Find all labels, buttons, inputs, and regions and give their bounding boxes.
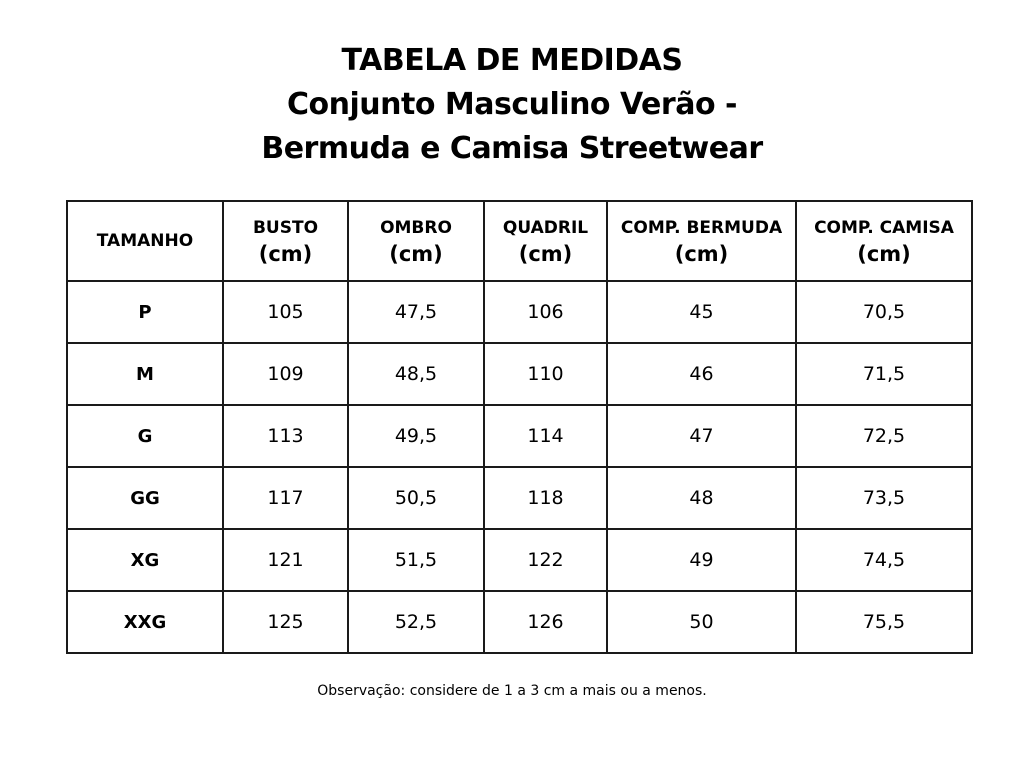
header-label: COMP. BERMUDA: [620, 218, 783, 238]
comp-camisa-cell: 75,5: [796, 591, 972, 653]
busto-cell: 109: [223, 343, 348, 405]
busto-cell: 113: [223, 405, 348, 467]
size-cell: M: [67, 343, 223, 405]
header-unit: (cm): [518, 242, 573, 266]
comp-bermuda-cell: 45: [607, 281, 796, 343]
ombro-cell: 50,5: [348, 467, 484, 529]
ombro-cell: 51,5: [348, 529, 484, 591]
comp-bermuda-cell: 48: [607, 467, 796, 529]
header-tamanho: [67, 201, 223, 281]
busto-cell: 117: [223, 467, 348, 529]
header-unit: (cm): [258, 242, 313, 266]
header-comp-bermuda: [607, 201, 796, 281]
comp-bermuda-cell: 46: [607, 343, 796, 405]
quadril-cell: 110: [484, 343, 607, 405]
header-label: COMP. CAMISA: [814, 218, 954, 238]
ombro-cell: 48,5: [348, 343, 484, 405]
size-cell: XG: [67, 529, 223, 591]
size-chart-table: [66, 200, 973, 654]
header-quadril: [484, 201, 607, 281]
header-label: QUADRIL: [502, 218, 589, 238]
header-ombro: [348, 201, 484, 281]
table-row: [67, 529, 972, 591]
ombro-cell: 47,5: [348, 281, 484, 343]
table-row: [67, 405, 972, 467]
table-row: [67, 467, 972, 529]
comp-camisa-cell: 71,5: [796, 343, 972, 405]
header-label: TAMANHO: [96, 231, 194, 251]
header-label: OMBRO: [380, 218, 452, 238]
comp-camisa-cell: 70,5: [796, 281, 972, 343]
size-cell: P: [67, 281, 223, 343]
quadril-cell: 106: [484, 281, 607, 343]
header-unit: (cm): [674, 242, 729, 266]
quadril-cell: 114: [484, 405, 607, 467]
size-cell: GG: [67, 467, 223, 529]
table-header-row: [67, 201, 972, 281]
quadril-cell: 122: [484, 529, 607, 591]
comp-camisa-cell: 74,5: [796, 529, 972, 591]
header-unit: (cm): [857, 242, 911, 266]
product-title-line-1: Conjunto Masculino Verão -: [287, 87, 737, 122]
busto-cell: 121: [223, 529, 348, 591]
table-row: [67, 591, 972, 653]
table-row: [67, 343, 972, 405]
busto-cell: 105: [223, 281, 348, 343]
header-label: BUSTO: [252, 218, 319, 238]
ombro-cell: 49,5: [348, 405, 484, 467]
comp-bermuda-cell: 50: [607, 591, 796, 653]
quadril-cell: 118: [484, 467, 607, 529]
header-comp-camisa: [796, 201, 972, 281]
header-busto: [223, 201, 348, 281]
page-title: TABELA DE MEDIDAS: [341, 43, 683, 78]
ombro-cell: 52,5: [348, 591, 484, 653]
quadril-cell: 126: [484, 591, 607, 653]
size-cell: G: [67, 405, 223, 467]
comp-camisa-cell: 72,5: [796, 405, 972, 467]
comp-bermuda-cell: 47: [607, 405, 796, 467]
product-title-line-2: Bermuda e Camisa Streetwear: [261, 131, 763, 166]
size-cell: XXG: [67, 591, 223, 653]
table-row: [67, 281, 972, 343]
busto-cell: 125: [223, 591, 348, 653]
measurement-note: Observação: considere de 1 a 3 cm a mais ou a menos.: [317, 683, 707, 699]
comp-camisa-cell: 73,5: [796, 467, 972, 529]
comp-bermuda-cell: 49: [607, 529, 796, 591]
header-unit: (cm): [389, 242, 443, 266]
